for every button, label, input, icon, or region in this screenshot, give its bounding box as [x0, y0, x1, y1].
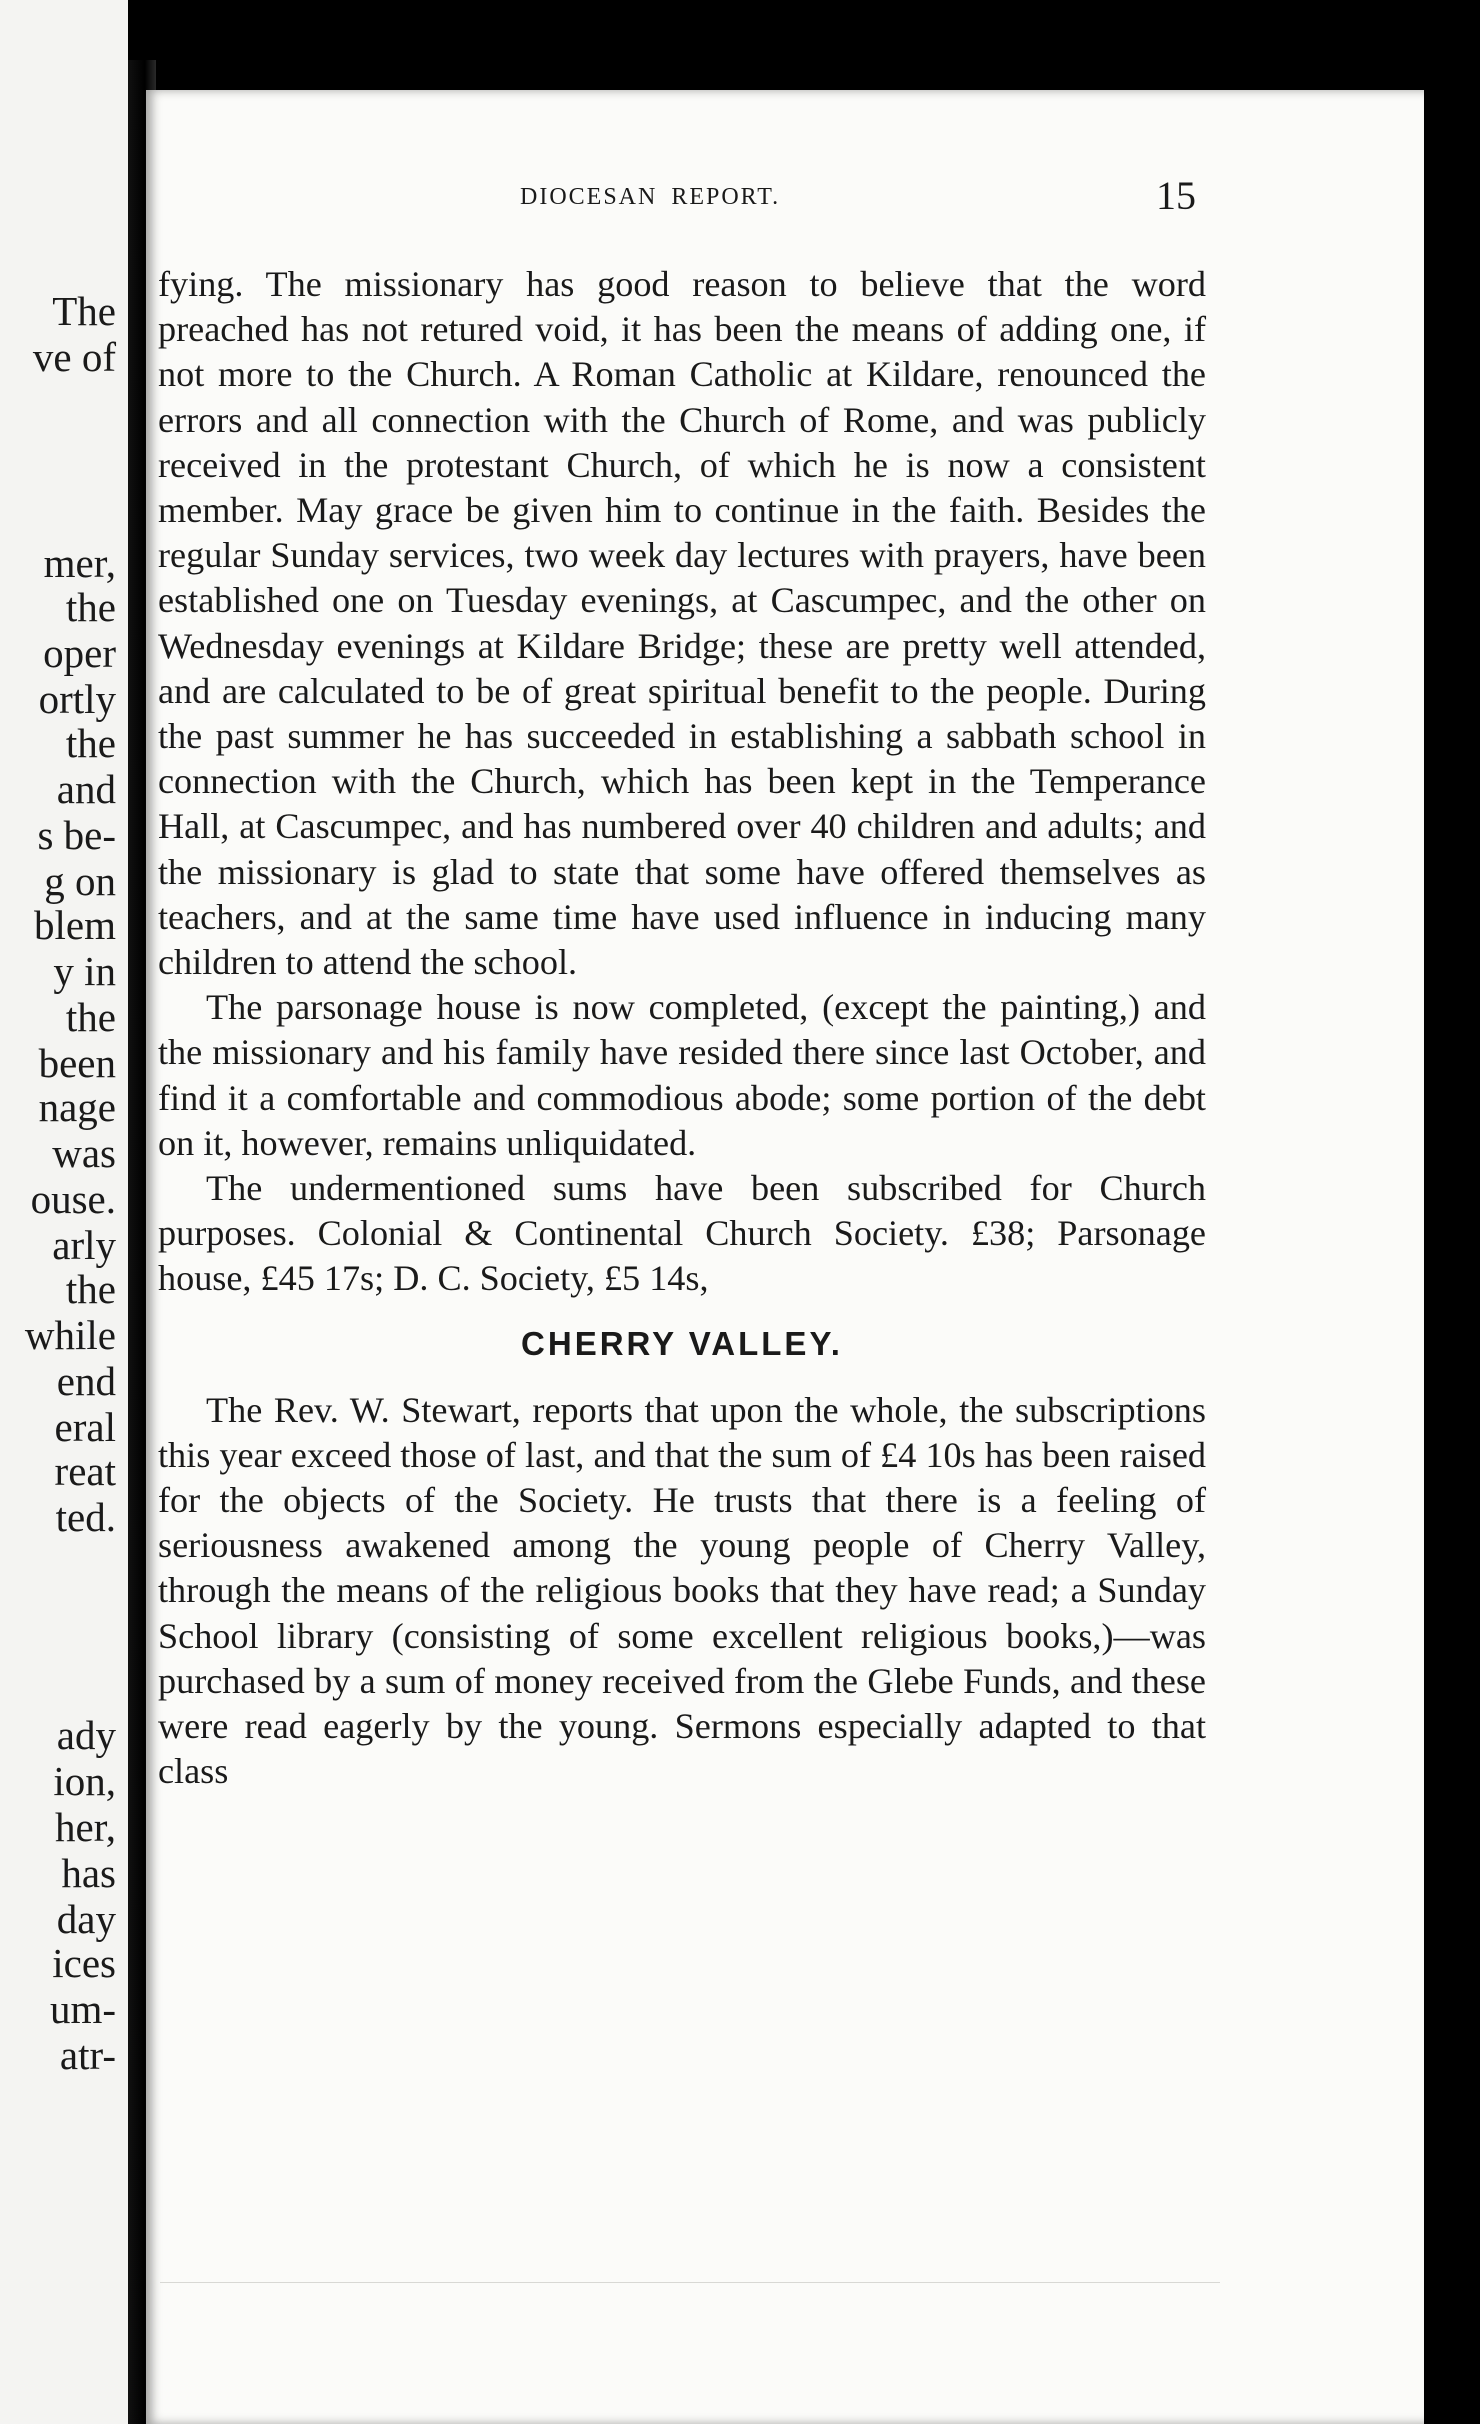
paragraph: The Rev. W. Stewart, reports that upon the whole, the subscriptions this year exceed those of last, and that the sum of £4 10s has been raised for the objects of the Society. He trusts that there is a feeling of seriousness awakened among the young people of Cherry Valley, through the means of the religious books that they have read; a Sunday School library (consisting of some excellent religious books,)—was purchased by a sum of money received from the Glebe Funds, and these were read eagerly by the young. Sermons especially adapted to that class — [158, 1389, 1206, 1792]
left-fragment: atr- — [59, 2032, 116, 2078]
paragraph: The parsonage house is now completed, (except the painting,) and the missionary and his family have resided there since last October, and find it a comfortable and commodious abode; some portion of the debt on it, however, remains unliquidated. — [158, 987, 1206, 1163]
left-fragment: ted. — [55, 1494, 116, 1540]
running-head: DIOCESAN REPORT. — [520, 184, 781, 210]
left-fragment: day — [56, 1896, 116, 1942]
left-fragment: the — [65, 584, 116, 630]
left-fragment: the — [65, 720, 116, 766]
left-fragment: eral — [54, 1404, 116, 1450]
left-fragment: been — [38, 1040, 116, 1086]
left-fragment: nage — [38, 1084, 116, 1130]
left-fragment: her, — [55, 1804, 116, 1850]
left-fragment: ion, — [53, 1758, 116, 1804]
left-fragment: the — [65, 994, 116, 1040]
left-page-edge — [0, 0, 128, 2424]
left-fragment: ve of — [32, 334, 116, 380]
left-fragment: while — [24, 1312, 116, 1358]
left-fragment: has — [61, 1850, 116, 1896]
paragraph: fying. The missionary has good reason to believe that the word preached has not retured void, it has been the means of adding one, if not more to the Church. A Roman Catholic at Kildare, renounced the errors and all connection with the Church of Rome, and was publicly received in the protestant Church, of which he is now a consistent member. May grace be given him to continue in the faith. Besides the regular Sunday services, two week day lectures with prayers, have been established one on Tuesday evenings, at Cascumpec, and the other on Wednesday evenings at Kildare Bridge; these are pretty well attended, and are calculated to be of great spiritual benefit to the people. During the past summer he has succeeded in establishing a sabbath school in connection with the Church, which has been kept in the Temperance Hall, at Cascumpec, and has numbered over 40 children and adults; and the missionary is glad to state that some have offered themselves as teachers, and at the same time have used influence in inducing many children to attend the school. — [158, 264, 1206, 983]
left-fragment: oper — [43, 630, 116, 676]
page-bottom-line — [160, 2282, 1220, 2283]
right-page-edge — [1424, 90, 1480, 2424]
left-fragment: ouse. — [30, 1176, 116, 1222]
left-fragment: um- — [49, 1986, 116, 2032]
page-number: 15 — [1156, 173, 1196, 218]
left-fragment: blem — [34, 902, 116, 948]
left-fragment: was — [52, 1130, 116, 1176]
paragraph: The undermentioned sums have been subscribed for Church purposes. Colonial & Continental Church Society. £38; Parsonage house, £45 17s; D. C. Society, £5 14s, — [158, 1168, 1206, 1299]
left-fragment: mer, — [43, 540, 116, 586]
left-fragment: reat — [54, 1448, 116, 1494]
page-header — [506, 168, 1196, 228]
section-heading: CHERRY VALLEY. — [521, 1324, 843, 1362]
left-fragment: ices — [52, 1940, 116, 1986]
body-text — [158, 262, 1206, 1795]
left-fragment: The — [52, 288, 116, 334]
left-fragment: y in — [53, 948, 116, 994]
left-fragment: end — [56, 1358, 116, 1404]
left-fragment: and — [56, 766, 116, 812]
left-fragment: arly — [52, 1222, 116, 1268]
left-fragment: the — [65, 1266, 116, 1312]
left-fragment: g on — [44, 858, 116, 904]
left-fragment: s be- — [37, 812, 116, 858]
left-fragment: ortly — [38, 676, 116, 722]
left-fragment: ady — [56, 1712, 116, 1758]
